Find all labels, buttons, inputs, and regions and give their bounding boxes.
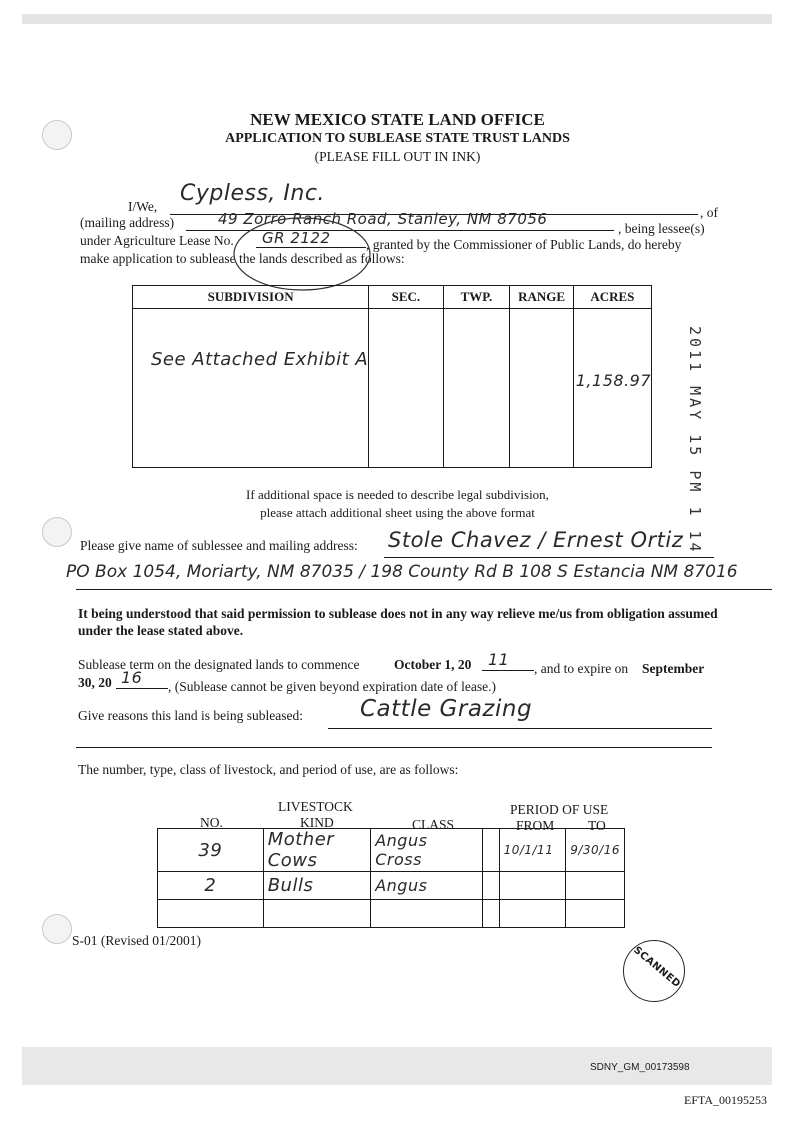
header-sec: SEC. bbox=[369, 286, 443, 309]
livestock-kind[interactable] bbox=[263, 900, 371, 928]
commence-year-line bbox=[482, 670, 534, 671]
spacer-cell bbox=[482, 829, 499, 872]
punch-hole bbox=[42, 914, 72, 944]
subdivision-cell[interactable] bbox=[133, 309, 369, 468]
table-row bbox=[158, 829, 625, 872]
understanding-statement: It being understood that said permission to sublease does not in any way relieve me/us from obligation assumed under the lease stated above. bbox=[78, 606, 718, 638]
label-of: , of bbox=[700, 205, 718, 220]
livestock-class[interactable] bbox=[371, 900, 483, 928]
land-description-table bbox=[132, 285, 652, 468]
livestock-kind[interactable]: Bulls bbox=[263, 872, 371, 900]
label-iwe: I/We, bbox=[128, 199, 158, 214]
form-number: S-01 (Revised 01/2001) bbox=[72, 933, 201, 948]
livestock-class[interactable]: Angus Cross bbox=[371, 829, 483, 872]
label-mailing: (mailing address) bbox=[80, 215, 175, 230]
lease-number[interactable]: GR 2122 bbox=[262, 229, 331, 247]
received-date-stamp: 2011 MAY 15 PM 1 14 bbox=[686, 326, 704, 555]
header-kind: KIND bbox=[300, 815, 334, 830]
livestock-from[interactable] bbox=[499, 900, 566, 928]
label-reasons: Give reasons this land is being subleased: bbox=[78, 708, 303, 723]
acres-cell[interactable] bbox=[573, 309, 651, 468]
expire-date: 30, 20 bbox=[78, 675, 112, 690]
commence-year[interactable]: 11 bbox=[488, 650, 510, 669]
header-acres: ACRES bbox=[573, 286, 651, 309]
header-subdivision: SUBDIVISION bbox=[133, 286, 369, 309]
sublessee-names[interactable]: Stole Chavez / Ernest Ortiz bbox=[388, 528, 684, 552]
livestock-kind[interactable]: Mother Cows bbox=[263, 829, 371, 872]
bates-number-internal: SDNY_GM_00173598 bbox=[590, 1062, 690, 1073]
livestock-to[interactable]: 9/30/16 bbox=[566, 829, 625, 872]
range-cell[interactable] bbox=[510, 309, 573, 468]
reasons-value[interactable]: Cattle Grazing bbox=[360, 696, 533, 722]
livestock-class[interactable]: Angus bbox=[371, 872, 483, 900]
table-row bbox=[158, 872, 625, 900]
additional-note-1: If additional space is needed to describe legal subdivision, bbox=[246, 487, 549, 502]
label-term-note: , (Sublease cannot be given beyond expiration date of lease.) bbox=[168, 679, 497, 694]
table-row bbox=[158, 900, 625, 928]
livestock-to[interactable] bbox=[566, 900, 625, 928]
circle-annotation bbox=[230, 214, 380, 296]
expire-year[interactable]: 16 bbox=[121, 668, 143, 687]
label-lease-no: under Agriculture Lease No. bbox=[80, 233, 234, 248]
form-instruction: (PLEASE FILL OUT IN INK) bbox=[314, 149, 481, 164]
form-title: APPLICATION TO SUBLEASE STATE TRUST LANDS bbox=[225, 131, 570, 146]
expire-month: September bbox=[642, 661, 705, 676]
livestock-table bbox=[157, 828, 625, 928]
sublessee-addresses[interactable]: PO Box 1054, Moriarty, NM 87035 / 198 County Rd B 108 S Estancia NM 87016 bbox=[66, 562, 738, 582]
spacer-cell bbox=[482, 900, 499, 928]
livestock-no[interactable]: 2 bbox=[158, 872, 264, 900]
applicant-mailing-address[interactable]: 49 Zorro Ranch Road, Stanley, NM 87056 bbox=[218, 210, 548, 228]
livestock-from[interactable]: 10/1/11 bbox=[499, 829, 566, 872]
label-term-commence: Sublease term on the designated lands to commence bbox=[78, 657, 360, 672]
label-make-application: make application to sublease the lands described as follows: bbox=[80, 251, 405, 266]
header-to: TO bbox=[588, 818, 606, 833]
sublessee-line-1 bbox=[384, 557, 714, 558]
header-twp: TWP. bbox=[443, 286, 510, 309]
label-being-lessee: , being lessee(s) bbox=[618, 221, 705, 236]
header-class: CLASS bbox=[412, 817, 455, 832]
top-scan-bar bbox=[22, 14, 772, 24]
scanned-stamp-text: SCANNED bbox=[631, 944, 683, 991]
livestock-no[interactable] bbox=[158, 900, 264, 928]
livestock-no[interactable]: 39 bbox=[158, 829, 264, 872]
livestock-from[interactable] bbox=[499, 872, 566, 900]
expire-year-line bbox=[116, 688, 168, 689]
label-term-expire: , and to expire on bbox=[534, 661, 629, 676]
label-granted: , granted by the Commissioner of Public Lands, do hereby bbox=[366, 237, 682, 252]
subdivision-value: See Attached Exhibit A bbox=[151, 349, 369, 370]
sec-cell[interactable] bbox=[369, 309, 443, 468]
commence-date: October 1, 20 bbox=[394, 657, 472, 672]
acres-value: 1,158.97 bbox=[575, 371, 651, 390]
header-period: PERIOD OF USE bbox=[510, 802, 609, 817]
livestock-to[interactable] bbox=[566, 872, 625, 900]
header-from: FROM bbox=[516, 818, 555, 833]
bates-number-efta: EFTA_00195253 bbox=[684, 1093, 768, 1107]
twp-cell[interactable] bbox=[443, 309, 510, 468]
additional-note-2: please attach additional sheet using the above format bbox=[260, 505, 535, 520]
header-range: RANGE bbox=[510, 286, 573, 309]
livestock-intro: The number, type, class of livestock, and period of use, are as follows: bbox=[78, 762, 459, 777]
spacer-cell bbox=[482, 872, 499, 900]
applicant-name[interactable]: Cypless, Inc. bbox=[180, 181, 325, 206]
reasons-line-1 bbox=[328, 728, 712, 729]
sublessee-line-2 bbox=[76, 589, 772, 590]
office-title: NEW MEXICO STATE LAND OFFICE bbox=[250, 110, 545, 129]
scanned-stamp bbox=[623, 940, 685, 1002]
reasons-line-2 bbox=[76, 747, 712, 748]
label-sublessee: Please give name of sublessee and mailing address: bbox=[80, 538, 358, 553]
header-livestock: LIVESTOCK bbox=[278, 799, 353, 814]
header-no: NO. bbox=[200, 815, 223, 830]
punch-hole bbox=[42, 517, 72, 547]
